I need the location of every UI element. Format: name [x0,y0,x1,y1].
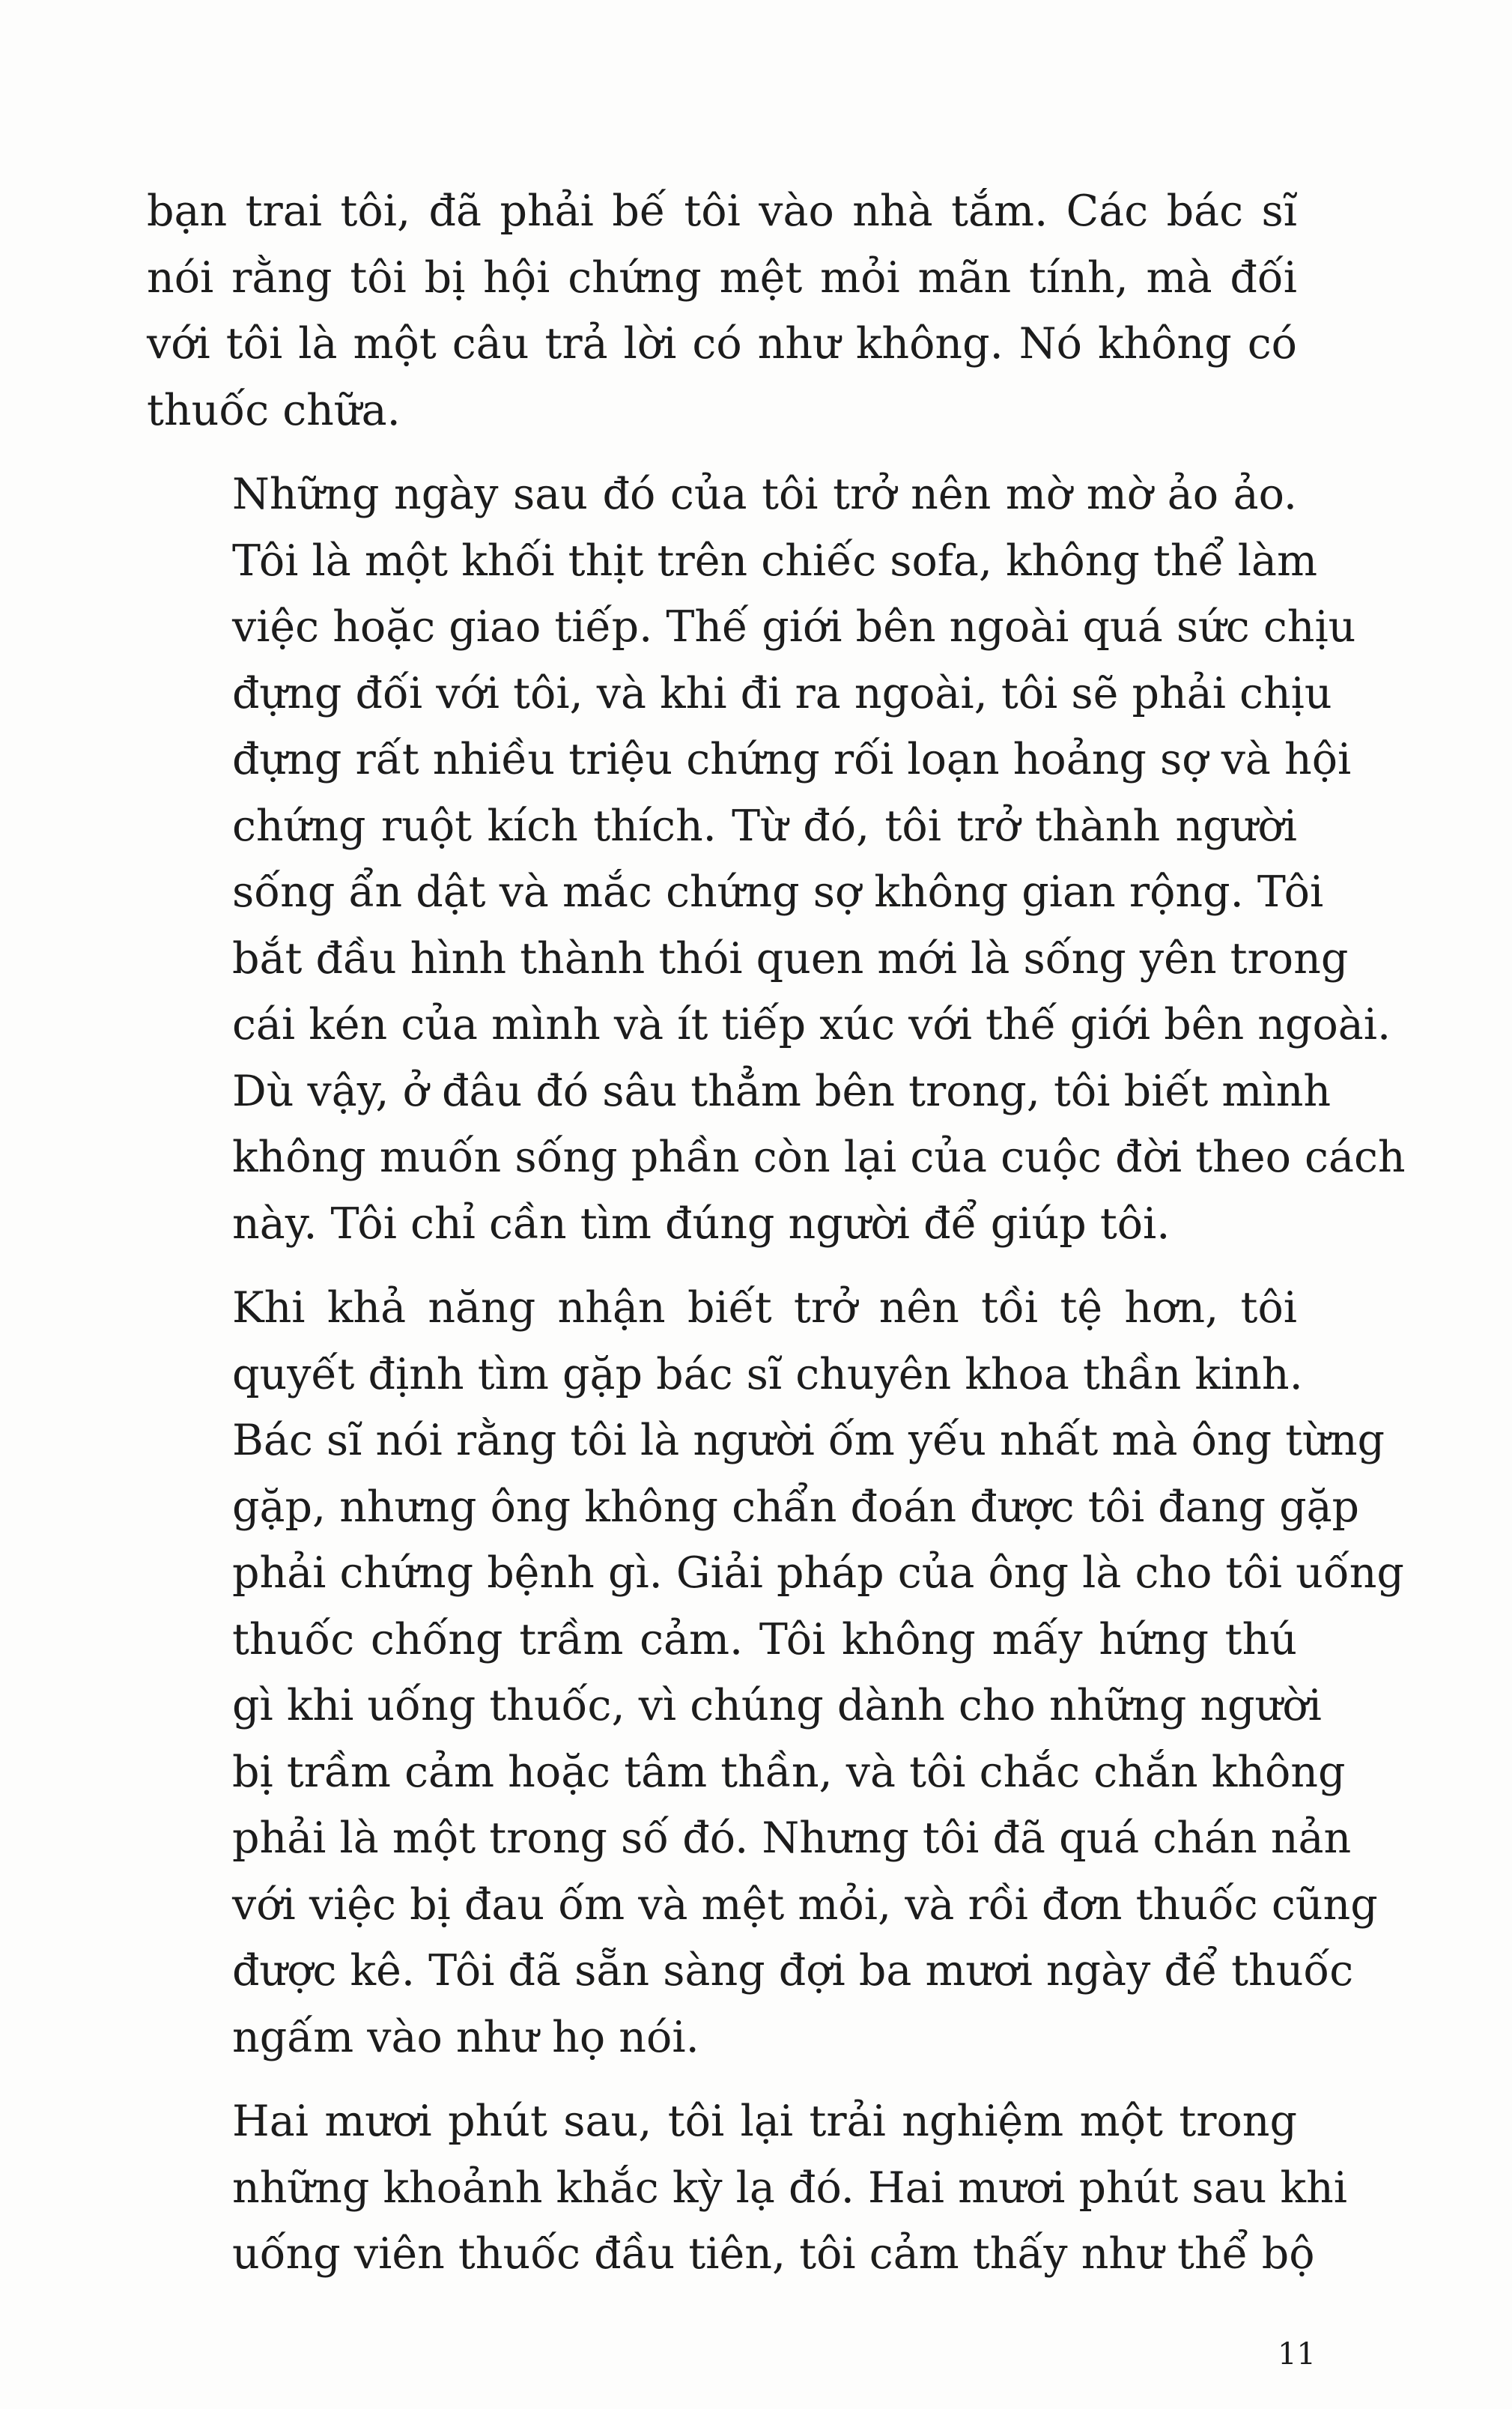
text-line: chứng ruột kích thích. Từ đó, tôi trở thành người [232,801,1297,851]
text-line: Bác sĩ nói rằng tôi là người ốm yếu nhất mà ông từng [232,1416,1385,1465]
text-line: quyết định tìm gặp bác sĩ chuyên khoa thần kinh. [232,1349,1303,1399]
text-line: thuốc chống trầm cảm. Tôi không mấy hứng thú [232,1614,1297,1664]
text-line: bạn trai tôi, đã phải bế tôi vào nhà tắm. Các bác sĩ [147,187,1297,236]
text-line: Tôi là một khối thịt trên chiếc sofa, không thể làm [232,536,1318,586]
text-line: bắt đầu hình thành thói quen mới là sống yên trong [232,933,1349,984]
text-line: nói rằng tôi bị hội chứng mệt mỏi mãn tính, mà đối [147,252,1297,303]
page-number: 11 [1278,2337,1316,2372]
text-line: được kê. Tôi đã sẵn sàng đợi ba mươi ngày để thuốc [232,1946,1354,1996]
body-text [147,178,1406,2306]
text-line: Hai mươi phút sau, tôi lại trải nghiệm một trong [232,2097,1297,2146]
text-line: Dù vậy, ở đâu đó sâu thẳm bên trong, tôi biết mình [232,1066,1332,1116]
text-line: ngấm vào như họ nói. [232,2012,699,2062]
text-line: gặp, nhưng ông không chẩn đoán được tôi đang gặp [232,1482,1360,1532]
text-line: cái kén của mình và ít tiếp xúc với thế giới bên ngoài. [232,1000,1391,1049]
text-line: uống viên thuốc đầu tiên, tôi cảm thấy như thể bộ [232,2229,1315,2279]
text-line: Khi khả năng nhận biết trở nên tồi tệ hơn, tôi [232,1283,1297,1333]
paragraph [147,461,1406,1257]
paragraph [147,178,1297,443]
text-line: đựng đối với tôi, và khi đi ra ngoài, tôi sẽ phải chịu [232,668,1332,718]
text-line: bị trầm cảm hoặc tâm thần, và tôi chắc chắn không [232,1747,1346,1797]
text-line: phải là một trong số đó. Nhưng tôi đã quá chán nản [232,1813,1352,1863]
text-line: này. Tôi chỉ cần tìm đúng người để giúp tôi. [232,1199,1171,1249]
paragraph [147,1275,1404,2070]
text-line: đựng rất nhiều triệu chứng rối loạn hoảng sợ và hội [232,735,1352,784]
text-line: việc hoặc giao tiếp. Thế giới bên ngoài quá sức chịu [232,602,1356,652]
text-line: với việc bị đau ốm và mệt mỏi, và rồi đơn thuốc cũng [232,1879,1378,1930]
text-line: phải chứng bệnh gì. Giải pháp của ông là cho tôi uống [232,1548,1404,1598]
text-line: những khoảnh khắc kỳ lạ đó. Hai mươi phút sau khi [232,2163,1347,2213]
text-line: không muốn sống phần còn lại của cuộc đời theo cách [232,1133,1406,1182]
text-line: Những ngày sau đó của tôi trở nên mờ mờ ảo ảo. [232,470,1297,519]
paragraph [147,2088,1347,2288]
text-line: sống ẩn dật và mắc chứng sợ không gian rộng. Tôi [232,867,1324,917]
text-line: với tôi là một câu trả lời có như không. Nó không có [147,319,1297,369]
text-line: gì khi uống thuốc, vì chúng dành cho những người [232,1681,1322,1730]
text-line: thuốc chữa. [147,385,401,435]
